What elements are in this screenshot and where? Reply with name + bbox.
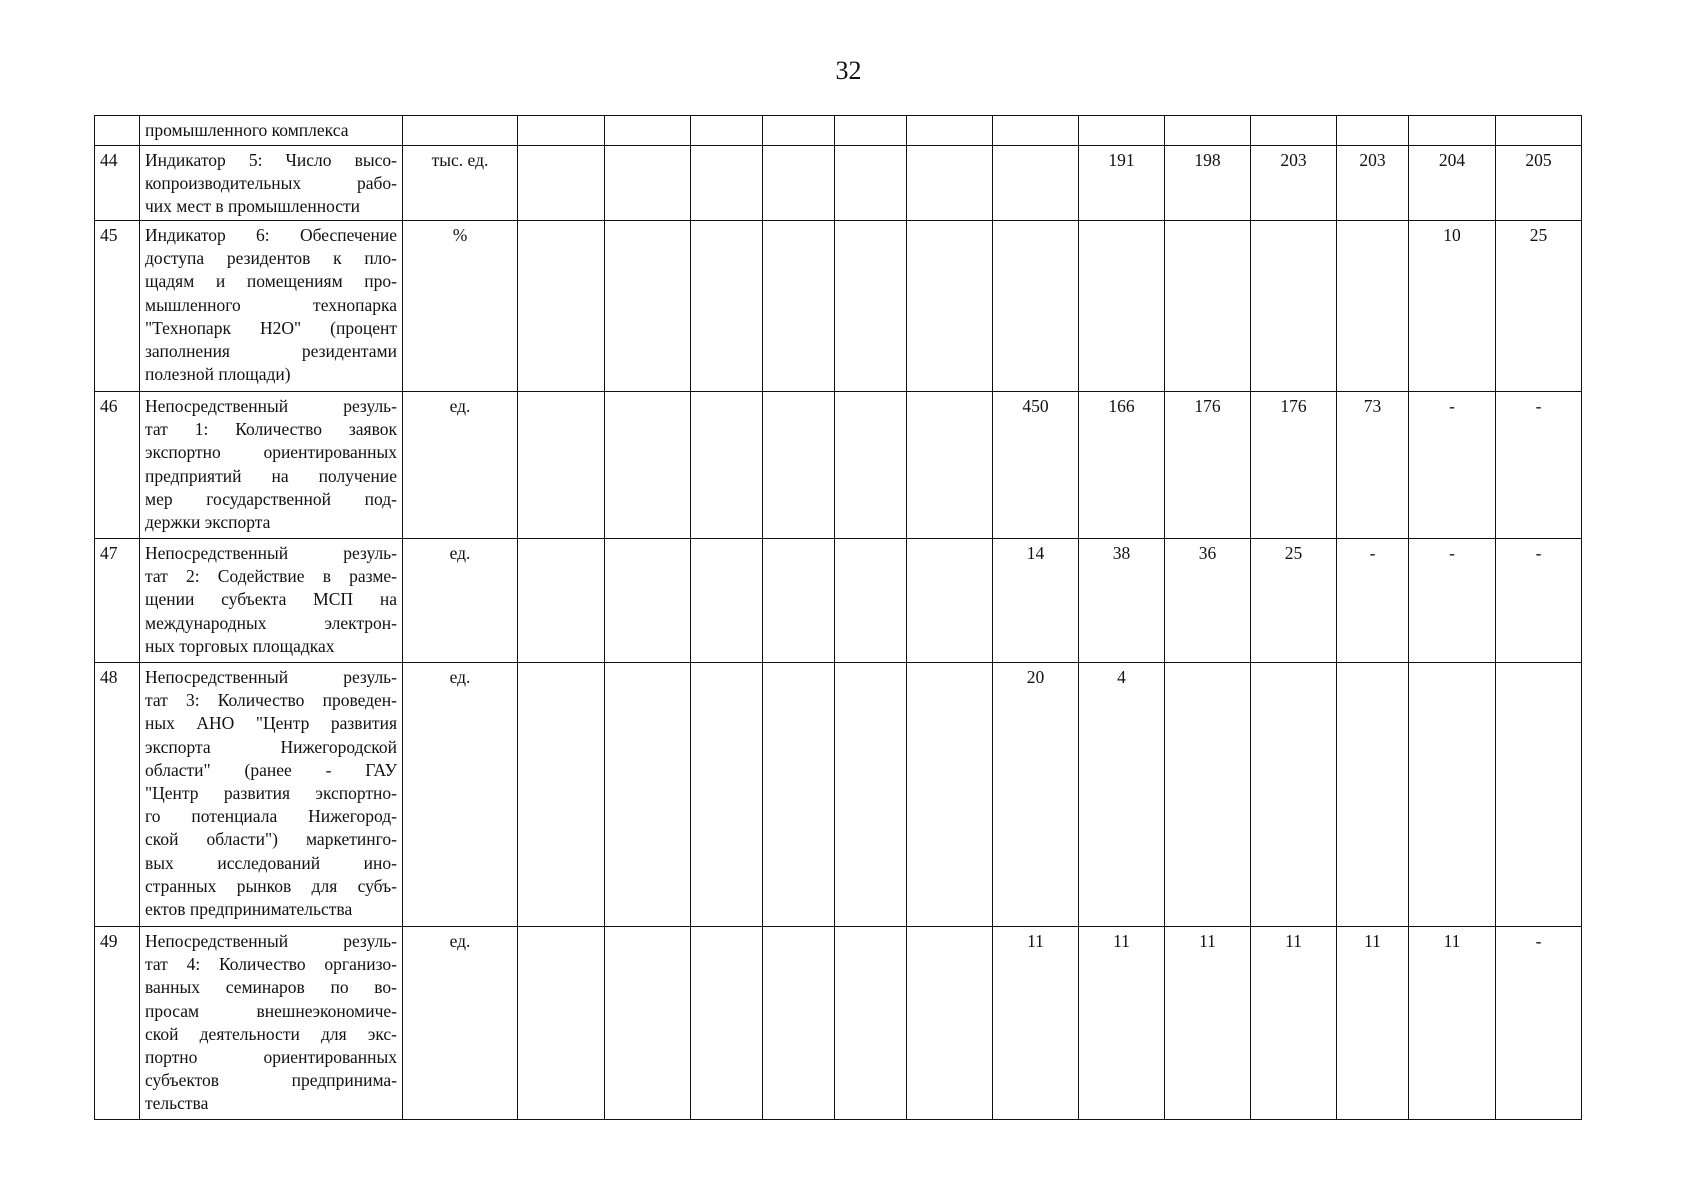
indicator-description-cell: [140, 221, 403, 392]
unit-cell: [403, 116, 518, 146]
description-line: заполнения резидентами: [145, 341, 397, 362]
value-cell: -: [1496, 927, 1582, 1120]
value-cell: [835, 927, 907, 1120]
table-body: [95, 116, 1582, 1120]
value-cell: 4: [1079, 663, 1165, 927]
value-cell: [518, 392, 605, 539]
value-cell: [907, 146, 993, 221]
value-cell: [605, 927, 691, 1120]
unit-cell: ед.: [403, 927, 518, 1120]
table-row: [95, 927, 1582, 1120]
value-cell: -: [1496, 539, 1582, 663]
description-line: ской области") маркетинго-: [145, 829, 397, 850]
value-cell: [691, 221, 763, 392]
description-line: ванных семинаров по во-: [145, 977, 397, 998]
description-line: тат 4: Количество организо-: [145, 954, 397, 975]
row-number-cell: 47: [95, 539, 140, 663]
description-line: тат 3: Количество проведен-: [145, 690, 397, 711]
value-cell: 176: [1251, 392, 1337, 539]
value-cell: [763, 221, 835, 392]
description-line: мер государственной под-: [145, 488, 397, 509]
description-line: странных рынков для субъ-: [145, 875, 397, 896]
description-line: Непосредственный резуль-: [145, 396, 397, 416]
value-cell: [907, 116, 993, 146]
description-line: вых исследований ино-: [145, 852, 397, 873]
description-line: предприятий на получение: [145, 465, 397, 486]
unit-cell: тыс. ед.: [403, 146, 518, 221]
row-number-cell: [95, 116, 140, 146]
value-cell: [763, 392, 835, 539]
value-cell: 25: [1496, 221, 1582, 392]
value-cell: [1409, 663, 1496, 927]
indicator-description-cell: [140, 539, 403, 663]
description-line: экспортно ориентированных: [145, 442, 397, 463]
value-cell: 11: [1337, 927, 1409, 1120]
value-cell: [1251, 221, 1337, 392]
value-cell: [763, 116, 835, 146]
value-cell: [691, 146, 763, 221]
description-line: копроизводительных рабо-: [145, 173, 397, 194]
row-number-cell: 49: [95, 927, 140, 1120]
value-cell: 450: [993, 392, 1079, 539]
value-cell: 11: [1251, 927, 1337, 1120]
description-line: "Центр развития экспортно-: [145, 783, 397, 804]
value-cell: [1251, 663, 1337, 927]
description-line: чих мест в промышленности: [145, 196, 361, 217]
value-cell: 166: [1079, 392, 1165, 539]
value-cell: [835, 392, 907, 539]
value-cell: [907, 927, 993, 1120]
value-cell: [1165, 663, 1251, 927]
value-cell: 203: [1337, 146, 1409, 221]
description-line: тельства: [145, 1093, 209, 1114]
value-cell: 73: [1337, 392, 1409, 539]
table-row: [95, 146, 1582, 221]
table-row: [95, 392, 1582, 539]
value-cell: [907, 221, 993, 392]
indicator-table: [94, 115, 1582, 1120]
description-line: щении субъекта МСП на: [145, 589, 397, 610]
description-line: промышленного комплекса: [145, 120, 349, 140]
value-cell: [605, 146, 691, 221]
value-cell: [907, 392, 993, 539]
description-line: Непосредственный резуль-: [145, 931, 397, 951]
description-line: просам внешнеэкономиче-: [145, 1000, 397, 1021]
description-line: международных электрон-: [145, 612, 397, 633]
value-cell: [518, 116, 605, 146]
value-cell: 10: [1409, 221, 1496, 392]
value-cell: 191: [1079, 146, 1165, 221]
description-line: экспорта Нижегородской: [145, 736, 397, 757]
value-cell: -: [1496, 392, 1582, 539]
value-cell: [518, 927, 605, 1120]
value-cell: 20: [993, 663, 1079, 927]
value-cell: [605, 539, 691, 663]
unit-cell: %: [403, 221, 518, 392]
description-line: портно ориентированных: [145, 1047, 397, 1068]
table-row: [95, 539, 1582, 663]
value-cell: [835, 146, 907, 221]
value-cell: [1409, 116, 1496, 146]
description-line: тат 2: Содействие в разме-: [145, 566, 397, 587]
value-cell: [1337, 116, 1409, 146]
description-line: доступа резидентов к пло-: [145, 248, 397, 269]
description-line: го потенциала Нижегород-: [145, 806, 397, 827]
value-cell: [907, 663, 993, 927]
value-cell: 11: [1079, 927, 1165, 1120]
value-cell: [763, 663, 835, 927]
value-cell: [691, 116, 763, 146]
value-cell: [763, 927, 835, 1120]
unit-cell: ед.: [403, 539, 518, 663]
unit-cell: ед.: [403, 392, 518, 539]
description-line: "Технопарк Н2О" (процент: [145, 317, 397, 338]
table-row: [95, 663, 1582, 927]
value-cell: [993, 221, 1079, 392]
indicator-description-cell: [140, 146, 403, 221]
value-cell: [835, 663, 907, 927]
unit-cell: ед.: [403, 663, 518, 927]
value-cell: [1165, 221, 1251, 392]
indicator-description-cell: [140, 927, 403, 1120]
description-line: Индикатор 5: Число высо-: [145, 150, 397, 170]
value-cell: [518, 221, 605, 392]
value-cell: [907, 539, 993, 663]
description-line: Непосредственный резуль-: [145, 543, 397, 563]
value-cell: -: [1409, 392, 1496, 539]
value-cell: [1337, 663, 1409, 927]
table-row: [95, 116, 1582, 146]
description-line: ектов предпринимательства: [145, 899, 353, 920]
value-cell: [518, 146, 605, 221]
value-cell: [1496, 663, 1582, 927]
value-cell: [1079, 116, 1165, 146]
table-row: [95, 221, 1582, 392]
description-line: субъектов предпринима-: [145, 1070, 397, 1091]
indicator-description-cell: [140, 392, 403, 539]
value-cell: -: [1409, 539, 1496, 663]
description-line: ных торговых площадках: [145, 635, 335, 656]
value-cell: 14: [993, 539, 1079, 663]
description-line: Индикатор 6: Обеспечение: [145, 225, 397, 245]
indicator-description-cell: [140, 116, 403, 146]
value-cell: 204: [1409, 146, 1496, 221]
description-line: ных АНО "Центр развития: [145, 713, 397, 734]
value-cell: [691, 539, 763, 663]
value-cell: 36: [1165, 539, 1251, 663]
value-cell: 203: [1251, 146, 1337, 221]
description-line: тат 1: Количество заявок: [145, 419, 397, 440]
value-cell: [763, 146, 835, 221]
value-cell: [835, 539, 907, 663]
description-line: ской деятельности для экс-: [145, 1023, 397, 1044]
value-cell: [691, 927, 763, 1120]
description-line: полезной площади): [145, 364, 291, 385]
value-cell: -: [1337, 539, 1409, 663]
value-cell: [1251, 116, 1337, 146]
value-cell: [518, 663, 605, 927]
value-cell: [1337, 221, 1409, 392]
value-cell: [1496, 116, 1582, 146]
description-line: области" (ранее - ГАУ: [145, 759, 397, 780]
value-cell: 198: [1165, 146, 1251, 221]
description-line: мышленного технопарка: [145, 294, 397, 315]
value-cell: [605, 392, 691, 539]
value-cell: 38: [1079, 539, 1165, 663]
value-cell: [691, 392, 763, 539]
row-number-cell: 46: [95, 392, 140, 539]
row-number-cell: 44: [95, 146, 140, 221]
value-cell: [993, 116, 1079, 146]
value-cell: [835, 221, 907, 392]
value-cell: 11: [1409, 927, 1496, 1120]
value-cell: [763, 539, 835, 663]
value-cell: [518, 539, 605, 663]
row-number-cell: 48: [95, 663, 140, 927]
value-cell: 205: [1496, 146, 1582, 221]
value-cell: [605, 221, 691, 392]
value-cell: 11: [993, 927, 1079, 1120]
description-line: Непосредственный резуль-: [145, 667, 397, 687]
value-cell: [1165, 116, 1251, 146]
page-number: 32: [835, 56, 862, 85]
value-cell: 25: [1251, 539, 1337, 663]
value-cell: [605, 663, 691, 927]
description-line: щадям и помещениям про-: [145, 271, 397, 292]
value-cell: [993, 146, 1079, 221]
value-cell: [1079, 221, 1165, 392]
value-cell: [835, 116, 907, 146]
value-cell: [691, 663, 763, 927]
description-line: держки экспорта: [145, 512, 271, 533]
value-cell: [605, 116, 691, 146]
row-number-cell: 45: [95, 221, 140, 392]
indicator-description-cell: [140, 663, 403, 927]
value-cell: 176: [1165, 392, 1251, 539]
value-cell: 11: [1165, 927, 1251, 1120]
